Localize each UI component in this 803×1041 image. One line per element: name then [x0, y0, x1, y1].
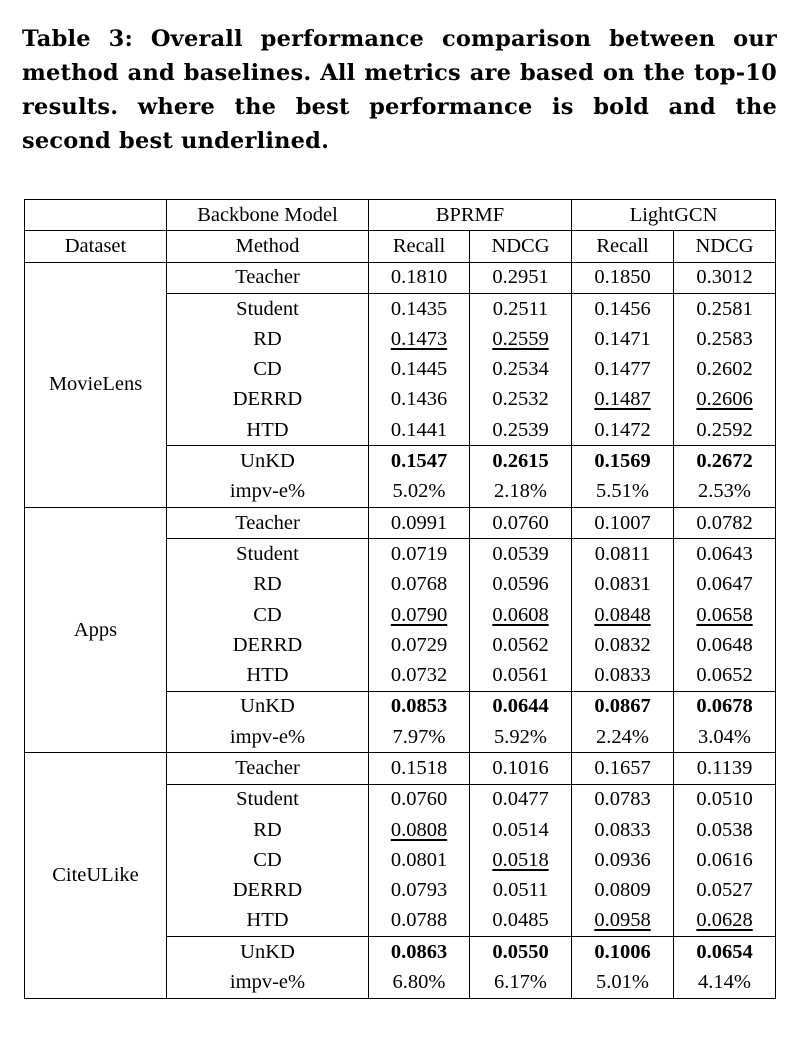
header-corner-cell — [25, 200, 167, 231]
value-cell: 0.2583 — [674, 324, 776, 354]
best-value: 0.1006 — [594, 940, 651, 963]
value-cell: 0.2581 — [674, 293, 776, 324]
best-value: 0.0853 — [390, 695, 448, 718]
value-cell — [470, 446, 572, 477]
value-cell: 3.04% — [674, 722, 776, 753]
method-cell: Teacher — [167, 262, 369, 293]
table-caption: Table 3: Overall performance comparison between our method and baselines. All metrics are based on the top-10 results. where the best performance is bold and the second best underlined. — [22, 26, 777, 154]
value-cell — [572, 691, 674, 722]
value-cell: 0.0643 — [674, 539, 776, 570]
second-best-value: 0.1473 — [390, 327, 448, 350]
second-best-value: 0.0628 — [696, 909, 753, 932]
method-cell: UnKD — [167, 691, 369, 722]
second-best-value: 0.1487 — [594, 388, 651, 411]
value-cell: 0.3012 — [674, 262, 776, 293]
value-cell — [470, 845, 572, 875]
value-cell: 0.2511 — [470, 293, 572, 324]
value-cell: 0.0514 — [470, 815, 572, 845]
method-cell: Teacher — [167, 507, 369, 538]
method-cell: HTD — [167, 415, 369, 446]
dataset-name-cell: MovieLens — [25, 262, 167, 507]
value-cell: 0.0833 — [572, 660, 674, 691]
backbone-lightgcn-header: LightGCN — [572, 200, 776, 231]
backbone-label: Backbone Model — [167, 200, 369, 231]
value-cell: 6.17% — [470, 967, 572, 998]
value-cell: 0.0768 — [369, 570, 470, 600]
value-cell — [369, 691, 470, 722]
method-cell: Student — [167, 293, 369, 324]
method-cell: impv-e% — [167, 477, 369, 508]
value-cell: 0.1850 — [572, 262, 674, 293]
metric-header: NDCG — [470, 231, 572, 262]
value-cell: 0.2951 — [470, 262, 572, 293]
value-cell: 0.0616 — [674, 845, 776, 875]
best-value: 0.2615 — [492, 450, 549, 473]
value-cell: 6.80% — [369, 967, 470, 998]
best-value: 0.1569 — [594, 450, 651, 473]
method-cell: CD — [167, 354, 369, 384]
value-cell — [470, 324, 572, 354]
value-cell: 0.1016 — [470, 753, 572, 784]
value-cell: 0.0647 — [674, 570, 776, 600]
value-cell — [470, 600, 572, 630]
value-cell: 0.0809 — [572, 876, 674, 906]
value-cell: 0.0729 — [369, 630, 470, 660]
best-value: 0.0654 — [696, 940, 753, 963]
value-cell — [572, 385, 674, 415]
value-cell: 0.1472 — [572, 415, 674, 446]
value-cell: 0.0561 — [470, 660, 572, 691]
value-cell — [572, 937, 674, 968]
value-cell: 0.0832 — [572, 630, 674, 660]
table-row — [25, 262, 776, 293]
method-cell: DERRD — [167, 630, 369, 660]
value-cell: 0.1139 — [674, 753, 776, 784]
value-cell: 0.1456 — [572, 293, 674, 324]
value-cell: 0.1441 — [369, 415, 470, 446]
second-best-value: 0.2559 — [492, 327, 549, 350]
second-best-value: 0.0658 — [696, 603, 753, 626]
value-cell — [674, 600, 776, 630]
second-best-value: 0.0608 — [492, 603, 549, 626]
value-cell: 0.0991 — [369, 507, 470, 538]
value-cell: 0.0811 — [572, 539, 674, 570]
value-cell: 0.0539 — [470, 539, 572, 570]
value-cell: 0.0510 — [674, 784, 776, 815]
value-cell: 0.0760 — [369, 784, 470, 815]
header-row-metrics — [25, 231, 776, 262]
best-value: 0.1547 — [390, 450, 448, 473]
value-cell: 4.14% — [674, 967, 776, 998]
second-best-value: 0.0790 — [390, 603, 448, 626]
value-cell: 0.0719 — [369, 539, 470, 570]
method-cell: HTD — [167, 660, 369, 691]
method-cell: UnKD — [167, 937, 369, 968]
value-cell: 0.1518 — [369, 753, 470, 784]
best-value: 0.0550 — [492, 940, 549, 963]
value-cell: 0.0538 — [674, 815, 776, 845]
value-cell: 0.2534 — [470, 354, 572, 384]
best-value: 0.0863 — [390, 940, 448, 963]
value-cell: 0.0788 — [369, 906, 470, 937]
value-cell: 0.0652 — [674, 660, 776, 691]
value-cell: 5.92% — [470, 722, 572, 753]
method-cell: impv-e% — [167, 722, 369, 753]
metric-header: NDCG — [674, 231, 776, 262]
value-cell — [470, 691, 572, 722]
metric-header: Recall — [572, 231, 674, 262]
value-cell: 0.0485 — [470, 906, 572, 937]
second-best-value: 0.0808 — [390, 818, 448, 841]
results-table — [24, 199, 776, 999]
value-cell — [674, 446, 776, 477]
value-cell: 0.0527 — [674, 876, 776, 906]
value-cell — [369, 324, 470, 354]
value-cell: 0.0783 — [572, 784, 674, 815]
value-cell: 2.18% — [470, 477, 572, 508]
value-cell: 5.51% — [572, 477, 674, 508]
backbone-bprmf-header: BPRMF — [369, 200, 572, 231]
second-best-value: 0.2606 — [696, 388, 753, 411]
method-cell: UnKD — [167, 446, 369, 477]
value-cell — [369, 937, 470, 968]
value-cell: 0.0511 — [470, 876, 572, 906]
value-cell: 0.1810 — [369, 262, 470, 293]
method-cell: RD — [167, 324, 369, 354]
value-cell — [674, 937, 776, 968]
method-column-header: Method — [167, 231, 369, 262]
value-cell: 0.1471 — [572, 324, 674, 354]
method-cell: RD — [167, 815, 369, 845]
second-best-value: 0.0958 — [594, 909, 651, 932]
value-cell: 0.0793 — [369, 876, 470, 906]
value-cell: 0.0596 — [470, 570, 572, 600]
value-cell — [674, 385, 776, 415]
best-value: 0.0867 — [594, 695, 651, 718]
value-cell — [674, 691, 776, 722]
value-cell — [674, 906, 776, 937]
second-best-value: 0.0518 — [492, 848, 549, 871]
method-cell: CD — [167, 845, 369, 875]
value-cell — [572, 906, 674, 937]
dataset-name-cell: CiteULike — [25, 753, 167, 998]
value-cell: 5.02% — [369, 477, 470, 508]
value-cell: 0.1445 — [369, 354, 470, 384]
table-row — [25, 507, 776, 538]
value-cell: 0.2592 — [674, 415, 776, 446]
dataset-name-cell: Apps — [25, 507, 167, 752]
value-cell: 2.24% — [572, 722, 674, 753]
value-cell: 0.1657 — [572, 753, 674, 784]
value-cell: 0.2539 — [470, 415, 572, 446]
value-cell — [369, 600, 470, 630]
method-cell: RD — [167, 570, 369, 600]
value-cell: 0.0732 — [369, 660, 470, 691]
value-cell: 0.1435 — [369, 293, 470, 324]
best-value: 0.0678 — [696, 695, 753, 718]
value-cell — [572, 600, 674, 630]
value-cell — [572, 446, 674, 477]
value-cell — [470, 937, 572, 968]
method-cell: Teacher — [167, 753, 369, 784]
value-cell: 0.0648 — [674, 630, 776, 660]
value-cell — [369, 815, 470, 845]
best-value: 0.2672 — [696, 450, 753, 473]
second-best-value: 0.0848 — [594, 603, 651, 626]
value-cell: 0.0833 — [572, 815, 674, 845]
dataset-column-header: Dataset — [25, 231, 167, 262]
method-cell: DERRD — [167, 385, 369, 415]
value-cell: 0.0831 — [572, 570, 674, 600]
header-row-backbone — [25, 200, 776, 231]
value-cell — [369, 446, 470, 477]
best-value: 0.0644 — [492, 695, 549, 718]
method-cell: DERRD — [167, 876, 369, 906]
method-cell: HTD — [167, 906, 369, 937]
value-cell: 0.0782 — [674, 507, 776, 538]
value-cell: 7.97% — [369, 722, 470, 753]
value-cell: 2.53% — [674, 477, 776, 508]
value-cell: 0.2602 — [674, 354, 776, 384]
method-cell: Student — [167, 784, 369, 815]
metric-header: Recall — [369, 231, 470, 262]
method-cell: impv-e% — [167, 967, 369, 998]
table-row — [25, 753, 776, 784]
value-cell: 0.1436 — [369, 385, 470, 415]
value-cell: 0.0801 — [369, 845, 470, 875]
method-cell: Student — [167, 539, 369, 570]
value-cell: 0.1007 — [572, 507, 674, 538]
value-cell: 0.1477 — [572, 354, 674, 384]
value-cell: 0.0760 — [470, 507, 572, 538]
method-cell: CD — [167, 600, 369, 630]
value-cell: 0.2532 — [470, 385, 572, 415]
value-cell: 5.01% — [572, 967, 674, 998]
value-cell: 0.0477 — [470, 784, 572, 815]
value-cell: 0.0936 — [572, 845, 674, 875]
value-cell: 0.0562 — [470, 630, 572, 660]
